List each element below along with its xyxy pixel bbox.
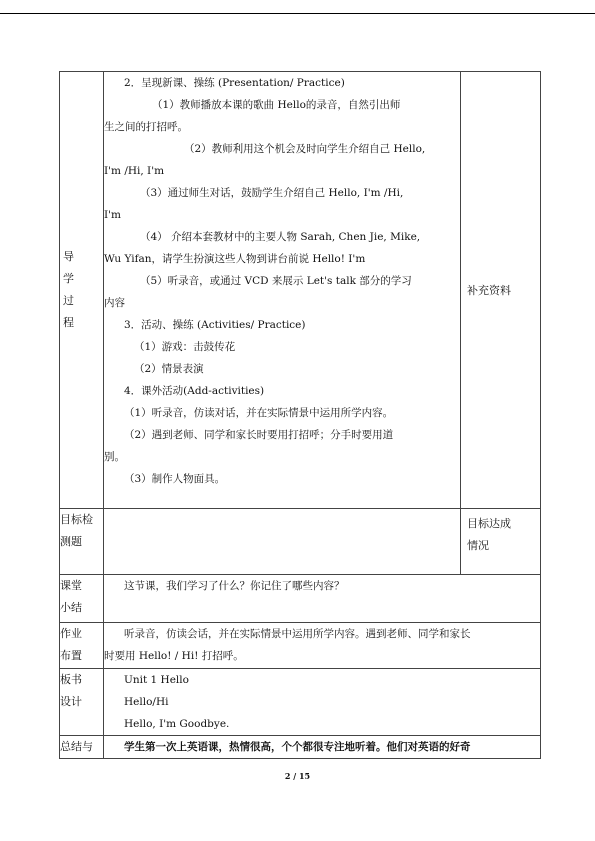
board-design-content xyxy=(104,669,541,736)
lesson-plan-table xyxy=(59,71,541,759)
row-board-design xyxy=(60,669,541,736)
homework-line: 时要用 Hello! / Hi! 打招呼。 xyxy=(104,650,244,662)
label-summary: 课堂 小结 xyxy=(60,575,104,623)
guide-line: 4．课外活动(Add-activities) xyxy=(124,385,265,397)
guide-line: （2）情景表演 xyxy=(134,363,204,375)
summary-content xyxy=(104,575,541,623)
guide-line: I'm xyxy=(104,209,121,221)
reflection-text: 学生第一次上英语课，热情很高，个个都很专注地听着。他们对英语的好奇 xyxy=(124,741,471,753)
label-target-test: 目标检 测题 xyxy=(60,509,104,575)
homework-content xyxy=(104,623,541,669)
row-guide-process xyxy=(60,72,541,509)
guide-line: （2）遇到老师、同学和家长时要用打招呼；分手时要用道 xyxy=(124,429,394,441)
guide-line: 生之间的打招呼。 xyxy=(104,121,188,133)
label-board-design: 板书 设计 xyxy=(60,669,104,736)
guide-line: （4） 介绍本套教材中的主要人物 Sarah, Chen Jie, Mike, xyxy=(140,231,421,243)
row-reflection xyxy=(60,736,541,759)
guide-line: （5）听录音，或通过 VCD 来展示 Let's talk 部分的学习 xyxy=(140,275,412,287)
target-test-content xyxy=(104,509,461,575)
row-target-test xyxy=(60,509,541,575)
board-line: Hello, I'm Goodbye. xyxy=(124,718,230,730)
guide-line: （3）通过师生对话，鼓励学生介绍自己 Hello, I'm /Hi, xyxy=(140,187,404,199)
board-line: Hello/Hi xyxy=(124,696,169,708)
guide-line: Wu Yifan，请学生扮演这些人物到讲台前说 Hello! I'm xyxy=(104,253,366,265)
guide-line: （1）游戏：击鼓传花 xyxy=(134,341,236,353)
row-homework xyxy=(60,623,541,669)
guide-process-content xyxy=(104,72,461,509)
top-rule xyxy=(0,13,595,14)
label-reflection: 总结与 xyxy=(60,736,104,759)
homework-line: 听录音，仿读会话，并在实际情景中运用所学内容。遇到老师、同学和家长 xyxy=(124,628,471,640)
guide-line: 2．呈现新课、操练 (Presentation/ Practice) xyxy=(124,77,345,89)
guide-line: （1）教师播放本课的歌曲 Hello的录音，自然引出师 xyxy=(152,99,401,111)
page-number: 2 / 15 xyxy=(284,771,311,781)
reflection-content xyxy=(104,736,541,759)
guide-line: （1）听录音，仿读对话，并在实际情景中运用所学内容。 xyxy=(124,407,394,419)
guide-line: 别。 xyxy=(104,451,125,463)
guide-line: 3．活动、操练 (Activities/ Practice) xyxy=(124,319,306,331)
side-target-achievement: 目标达成 情况 xyxy=(461,509,541,575)
label-homework: 作业 布置 xyxy=(60,623,104,669)
label-guide-process: 导 学 过 程 xyxy=(60,72,104,509)
guide-line: （3）制作人物面具。 xyxy=(124,473,226,485)
guide-line: I'm /Hi, I'm xyxy=(104,165,165,177)
guide-line: 内容 xyxy=(104,297,125,309)
board-line: Unit 1 Hello xyxy=(124,674,189,686)
row-summary xyxy=(60,575,541,623)
guide-line: （2）教师利用这个机会及时向学生介绍自己 Hello, xyxy=(184,143,426,155)
summary-text: 这节课，我们学习了什么？你记住了哪些内容？ xyxy=(124,580,345,592)
side-supplementary: 补充资料 xyxy=(461,72,541,509)
